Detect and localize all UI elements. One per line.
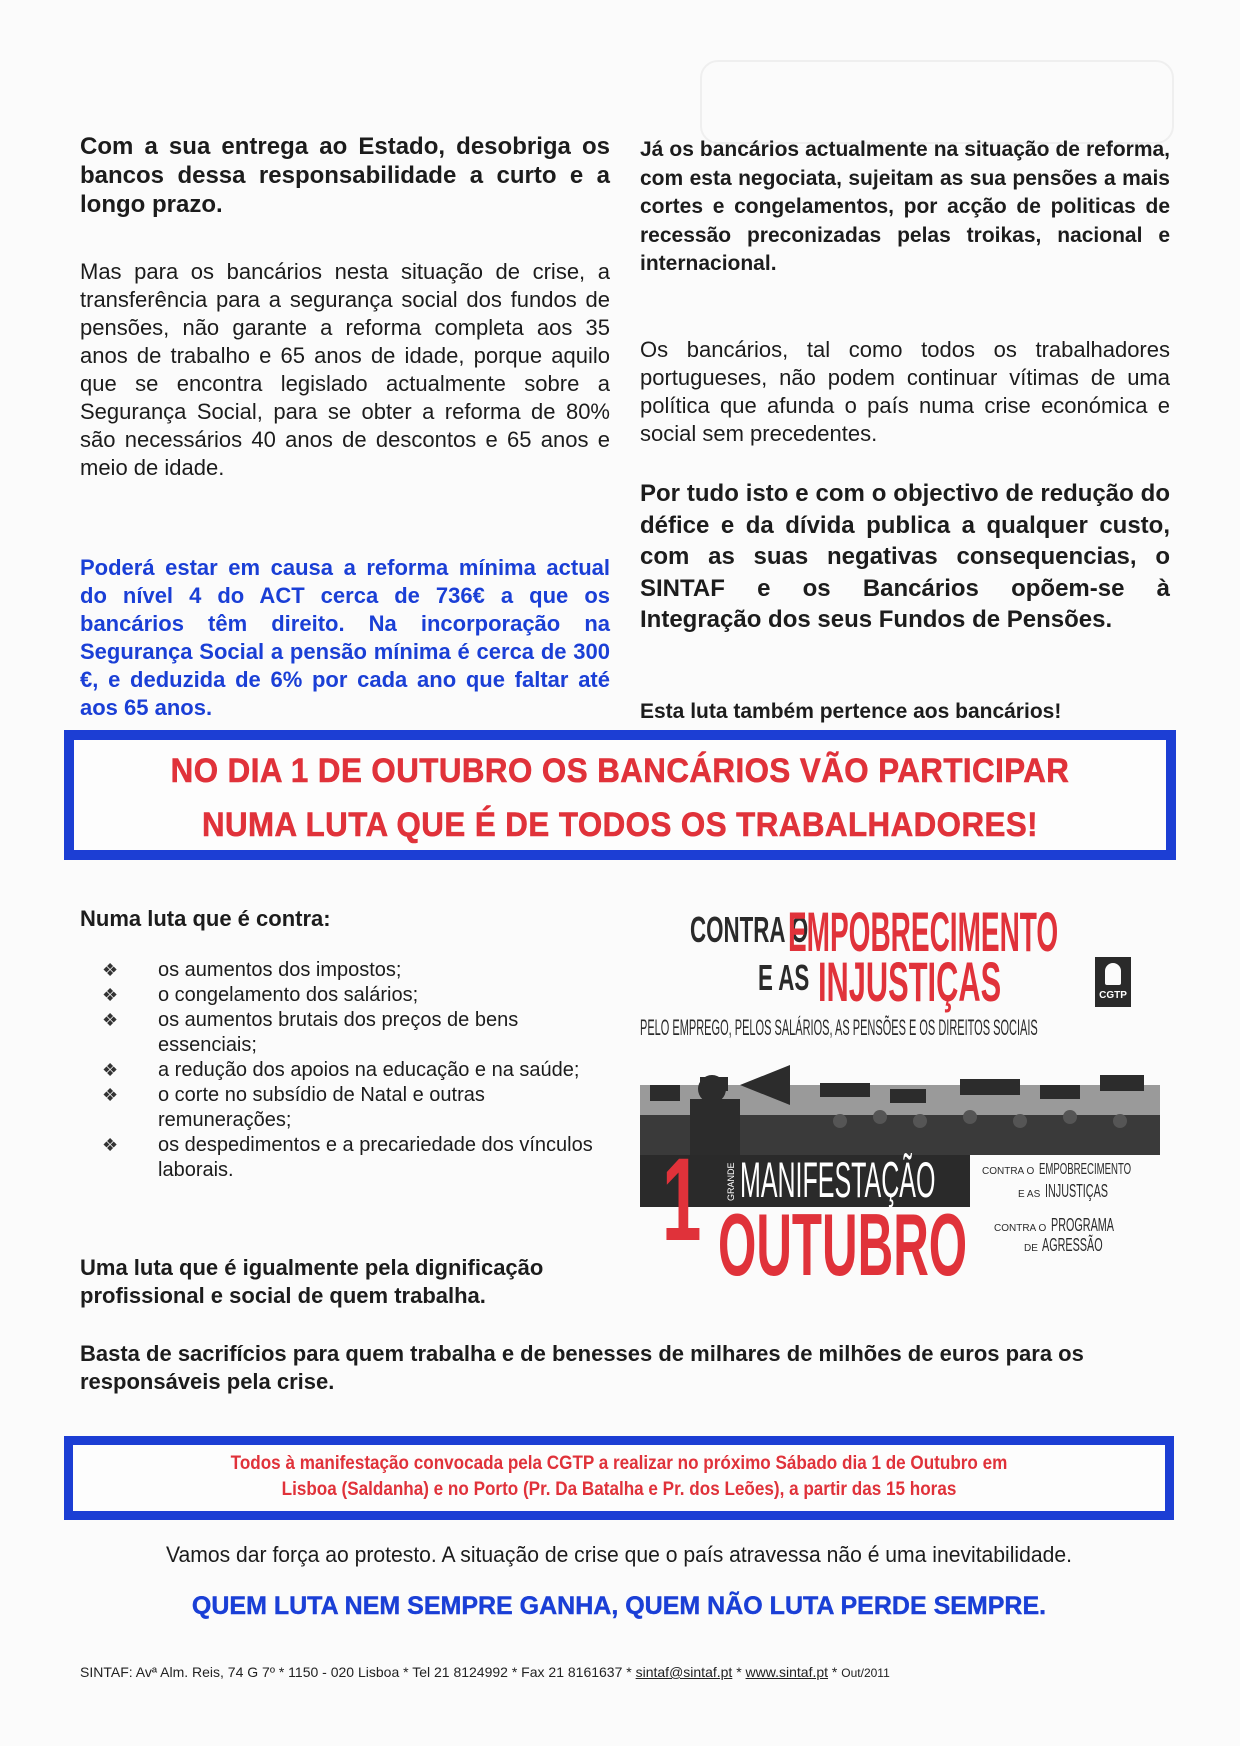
list-item: ❖ os aumentos brutais dos preços de bens essenciais; [102,1009,519,1056]
four-diamond-bullet-icon: ❖ [102,1085,119,1105]
crowd-silhouette-image [640,1055,1160,1155]
banner-line-2: NUMA LUTA QUE É DE TODOS OS TRABALHADORES! [201,806,1039,844]
right-conclusion-paragraph: Por tudo isto e com o objectivo de redução do défice e da dívida publica a qualquer custo, com as suas negativas consequencias, o SINTAF e os Bancários opõem-se à Integração dos seus Fundos de Pensões. [640,480,1170,633]
poster-day: 1 [662,1134,702,1266]
left-highlight-paragraph: Poderá estar em causa a reforma mínima actual do nível 4 do ACT cerca de 736€ a que os bancários têm direito. Na incorporação na Segurança Social a pensão mínima é cerca de 300 €, e deduzida de 6% por cada ano que faltar até aos 65 anos. [80,555,610,720]
footer-email-link[interactable]: sintaf@sintaf.pt [635,1664,733,1680]
headline-banner [64,730,1176,860]
protest-line: Vamos dar força ao protesto. A situação de crise que o país atravessa não é uma inevitabilidade. [166,1542,1072,1567]
footer-separator: * [736,1664,742,1680]
poster-grande: GRANDE [726,1162,736,1201]
footer-date: Out/2011 [841,1666,890,1680]
poster-side-4: DE AGRESSÃO [1024,1235,1103,1255]
four-diamond-bullet-icon: ❖ [102,1010,119,1030]
against-heading: Numa luta que é contra: [80,906,331,931]
right-lead-paragraph: Já os bancários actualmente na situação de reforma, com esta negociata, sujeitam as sua pensões a mais cortes e congelamentos, por acção de politicas de recessão preconizadas pelas troikas, nacional e internacional. [640,138,1170,275]
left-lead-paragraph: Com a sua entrega ao Estado, desobriga os bancos dessa responsabilidade a curto e a longo prazo. [80,133,610,218]
poster-side-1: CONTRA O EMPOBRECIMENTO [982,1161,1131,1178]
bleed-through-mark [700,60,1174,144]
poster-injusticas: INJUSTIÇAS [818,950,1002,1013]
list-item: ❖ os despedimentos e a precariedade dos vínculos laborais. [102,1134,593,1181]
poster-side-3: CONTRA O PROGRAMA [994,1215,1114,1235]
against-list [80,958,600,1183]
right-body-paragraph: Os bancários, tal como todos os trabalhadores portugueses, não podem continuar vítimas de uma política que afunda o país numa crise económica e social sem precedentes. [640,337,1170,446]
cgtp-logo-icon: CGTP [1095,957,1131,1007]
poster-contra-o: CONTRA O [690,909,809,950]
footer-website-link[interactable]: www.sintaf.pt [745,1664,829,1680]
list-item: ❖ o congelamento dos salários; [102,984,419,1006]
poster-manifestacao: MANIFESTAÇÃO [740,1152,936,1208]
list-item: ❖ a redução dos apoios na educação e na saúde; [102,1059,580,1081]
list-item: ❖ o corte no subsídio de Natal e outras remunerações; [102,1084,485,1131]
left-body-paragraph: Mas para os bancários nesta situação de crise, a transferência para a segurança social dos fundos de pensões, não garante a reforma completa aos 35 anos de trabalho e 65 anos de idade, porque aquilo que se encontra legislado actualmente sobre a Segurança Social, para se obter a reforma de 80% são necessários 40 anos de descontos e 65 anos e meio de idade. [80,259,610,480]
list-item: ❖ os aumentos dos impostos; [102,959,402,981]
dignity-paragraph: Uma luta que é igualmente pela dignificação profissional e social de quem trabalha. [80,1255,544,1308]
call-to-action-box [64,1436,1174,1520]
poster-subtitle: PELO EMPREGO, PELOS SALÁRIOS, AS PENSÕES E OS DIREITOS SOCIAIS [640,1015,1038,1040]
four-diamond-bullet-icon: ❖ [102,960,119,980]
four-diamond-bullet-icon: ❖ [102,985,119,1005]
call-line-2: Lisboa (Saldanha) e no Porto (Pr. Da Batalha e Pr. dos Leões), a partir das 15 horas [281,1479,957,1500]
poster-side-2: E AS INJUSTIÇAS [1018,1181,1108,1201]
footer-separator: * [831,1664,838,1680]
protest-poster [640,900,1160,1305]
footer [80,1664,1170,1680]
four-diamond-bullet-icon: ❖ [102,1060,119,1080]
footer-address: SINTAF: Avª Alm. Reis, 74 G 7º * 1150 - 020 Lisboa * Tel 21 8124992 * Fax 21 8161637 * [80,1664,632,1680]
slogan: QUEM LUTA NEM SEMPRE GANHA, QUEM NÃO LUTA PERDE SEMPRE. [191,1592,1047,1620]
poster-month: OUTUBRO [718,1195,968,1294]
call-line-1: Todos à manifestação convocada pela CGTP a realizar no próximo Sábado dia 1 de Outubro em [230,1453,1008,1474]
four-diamond-bullet-icon: ❖ [102,1135,119,1155]
poster-e-as: E AS [758,957,810,998]
banner-line-1: NO DIA 1 DE OUTUBRO OS BANCÁRIOS VÃO PARTICIPAR [170,752,1070,790]
basta-paragraph: Basta de sacrifícios para quem trabalha e de benesses de milhares de milhões de euros para os responsáveis pela crise. [80,1341,1084,1394]
poster-empobrecimento: EMPOBRECIMENTO [788,900,1059,963]
right-closing-line: Esta luta também pertence aos bancários! [640,700,1062,723]
